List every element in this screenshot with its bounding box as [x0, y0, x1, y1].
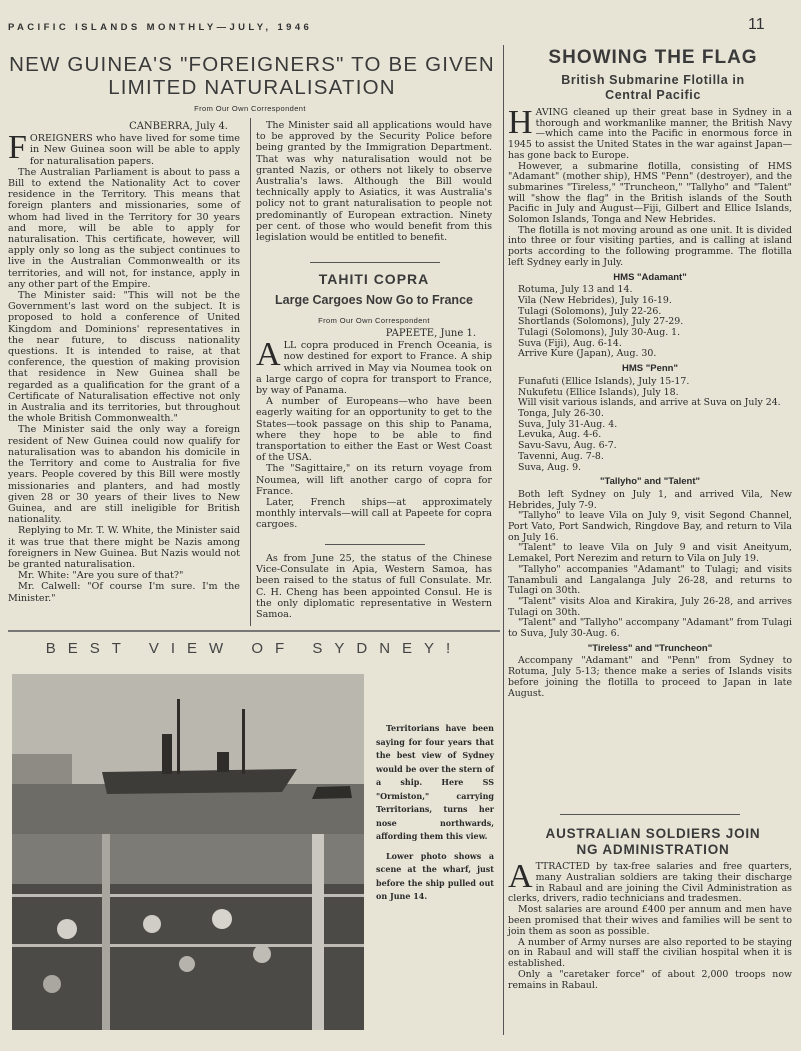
article1-para: Mr. White: "Are you sure of that?" — [18, 570, 184, 582]
article1-col2 — [256, 120, 492, 243]
article4-headline-line2: NG ADMINISTRATION — [576, 842, 730, 857]
article3-dropcap: H — [508, 104, 533, 141]
article3-para: "Talent" and "Tallyho" accompany "Adamant" from Tulagi to Suva, July 30-Aug. 6. — [508, 617, 792, 640]
adamant-heading: HMS "Adamant" — [613, 271, 687, 283]
article4-headline-line1: AUSTRALIAN SOLDIERS JOIN — [545, 826, 761, 841]
article4-para: Only a "caretaker force" of about 2,000 troops now remains in Rabaul. — [508, 968, 792, 991]
article4-para: A number of Army nurses are also reported to be staying on in Rabaul and will staff the civilian hospital when it is established. — [508, 936, 792, 970]
article2-para: LL copra produced in French Oceania, is now destined for export to France. A ship which arrived in May via Noumea took on a large cargo of copra for transport to France, by way of Panama. — [256, 340, 492, 397]
itinerary-item: Tulagi (Solomons), July 22-26. — [518, 305, 662, 317]
article3-subheadline-line1: British Submarine Flotilla in — [561, 73, 745, 87]
article4-dropcap: A — [508, 858, 533, 895]
article4-para: Most salaries are around £400 per annum and men have been promised that their wives and families will be sent to join them as soon as possible. — [508, 904, 792, 937]
itinerary-item: Suva, July 31-Aug. 4. — [518, 418, 618, 430]
itinerary-item: Arrive Kure (Japan), Aug. 30. — [518, 348, 657, 360]
itinerary-item: Rotuma, July 13 and 14. — [518, 284, 633, 296]
article1-byline: From Our Own Correspondent — [194, 104, 306, 113]
article2-para: The "Sagittaire," on its return voyage from Noumea, will lift another cargo of copra for France. — [256, 463, 492, 497]
article1-headline — [8, 55, 496, 98]
itinerary-item: Tulagi (Solomons), July 30-Aug. 1. — [518, 327, 681, 339]
article3-para: Both left Sydney on July 1, and arrived Vila, New Hebrides, July 7-9. — [508, 488, 792, 511]
article3-para: Accompany "Adamant" and "Penn" from Sydney to Rotuma, July 5-13; thence make a series of Islands visits before joining the flotilla to proceed to Japan in late August. — [508, 655, 792, 699]
article1-dateline: CANBERRA, July 4. — [129, 121, 228, 132]
ship-photo-image — [12, 674, 364, 834]
article3-para: "Tallyho" to leave Vila on July 9, visit Segond Channel, Port Vato, Port Sandwich, Ringdove Bay, and return to Vila on July 16. — [508, 510, 792, 543]
article1-para: Mr. Calwell: "Of course I'm sure. I'm the Minister." — [8, 581, 240, 604]
article3-para: However, a submarine flotilla, consisting of HMS "Adamant" (mother ship), HMS "Penn" (destroyer), and the submarines "Tireless," "Truncheon," "Tallyho" and "Talent" will "show the flag" in the British islands of the South Pacific in July and August—Fiji, Gilbert and Ellice Islands, Solomon Islands, Tonga and New Hebrides. — [508, 160, 792, 226]
article1-para: The Minister said the only way a foreign resident of New Guinea could now qualify for naturalisation was to abandon his domicile in the Territory and come to Australia for five years. People covered by this Bill were mostly missionaries and planters, and had mostly given 28 or 30 years of their lives to New Guinea, and are still ineligible for British nationality. — [8, 424, 240, 526]
article2-para: Later, French ships—at approximately monthly intervals—will call at Papeete for copra cargoes. — [256, 497, 492, 531]
article3-headline: SHOWING THE FLAG — [548, 47, 758, 68]
article1-para: The Minister said: "This will not be the Government's last word on the subject. It is proposed to hold a conference of United Kingdom and Dominions' representatives in the near future, to discuss nationality questions. It is intended to raise, at that conference, the question of making provision that residence in New Guinea shall be regarded as a qualification for the grant of a Certificate of Naturalisation effective not only in Australia and its territories, but throughout the whole British Commonwealth." — [8, 290, 240, 425]
tireless-heading: "Tireless" and "Truncheon" — [587, 642, 713, 654]
article1-headline-line1: NEW GUINEA'S "FOREIGNERS" TO BE GIVEN — [9, 53, 495, 76]
page-number: 11 — [748, 16, 765, 33]
article3-para: "Talent" visits Aloa and Kirakira, July 26-28, and arrives Tulagi on 30th. — [508, 595, 792, 618]
running-head: PACIFIC ISLANDS MONTHLY—JULY, 1946 — [8, 22, 313, 33]
section-divider — [560, 814, 740, 815]
wharf-photo — [12, 834, 364, 1030]
article1-para: The Minister said all applications would have to be approved by the Security Police before being granted by the Immigration Department. That was why naturalisation would not be granted Nazis, or others not likely to observe Australia's laws. Although the Bill would technically apply to Asiatics, it was Australia's policy not to grant naturalisation to people not predominantly of European extraction. Ninety per cent. of those who would benefit from this legislation would be entitled to benefit. — [256, 120, 492, 244]
section-divider — [325, 544, 425, 545]
article3-para: The flotilla is not moving around as one unit. It is divided into three or four visiting parties, and is calling at island ports according to the following programme. The flotilla left Sydney early in July. — [508, 224, 792, 268]
tallyho-heading: "Tallyho" and "Talent" — [599, 476, 700, 488]
article4-body — [508, 858, 792, 992]
ship-photo-caption: Territorians have been saying for four years that the best view of Sydney would be over the stern of a ship. Here SS "Ormiston," carrying Territorians, turns her nose northwards, affording them this view. — [376, 723, 494, 841]
penn-note: Will visit various islands, and arrive at Suva on July 24. — [518, 397, 781, 409]
article2-subheadline: Large Cargoes Now Go to France — [275, 293, 473, 307]
itinerary-item: Savu-Savu, Aug. 6-7. — [518, 440, 617, 452]
itinerary-item: Funafuti (Ellice Islands), July 15-17. — [518, 375, 690, 387]
article3-subheadline — [508, 73, 798, 103]
wharf-photo-image — [12, 834, 364, 1030]
consulate-para: As from June 25, the status of the Chinese Vice-Consulate in Apia, Western Samoa, has been raised to the status of full Consulate. Mr. C. H. Cheng has been appointed Consul. He is the only diplomatic representative in Western Samoa. — [256, 553, 492, 621]
photo-captions — [376, 722, 494, 904]
photo-feature-rule — [8, 630, 500, 632]
article2-dateline: PAPEETE, June 1. — [385, 328, 476, 339]
article2-dropcap: A — [256, 336, 281, 374]
article3-para: "Talent" to leave Vila on July 9 and visit Aneityum, Lemakel, Port Nerezim and return to Vila on July 19. — [508, 542, 792, 565]
itinerary-item: Tavenni, Aug. 7-8. — [518, 450, 604, 462]
itinerary-item: Nukufetu (Ellice Islands), July 18. — [518, 386, 679, 398]
itinerary-item: Suva, Aug. 9. — [518, 461, 582, 473]
itinerary-item: Levuka, Aug. 4-6. — [518, 429, 602, 441]
article3-body — [508, 104, 792, 699]
itinerary-item: Shortlands (Solomons), July 27-29. — [518, 316, 684, 328]
article4-headline — [508, 826, 798, 858]
penn-heading: HMS "Penn" — [622, 363, 678, 375]
photo-feature-title: BEST VIEW OF SYDNEY! — [45, 640, 463, 657]
wharf-photo-caption: Lower photo shows a scene at the wharf, just before the ship pulled out on June 14. — [376, 850, 494, 901]
article4-para: TTRACTED by tax-free salaries and free quarters, many Australian soldiers are taking their discharge in Rabaul and are joining the Civil Administration as clerks, drivers, radio technicians and tradesmen. — [508, 861, 792, 905]
article2-byline: From Our Own Correspondent — [318, 316, 430, 325]
itinerary-item: Vila (New Hebrides), July 16-19. — [518, 294, 672, 306]
article1-para: OREIGNERS who have lived for some time in New Guinea soon will be able to apply for naturalisation papers. — [29, 133, 240, 167]
section-divider — [310, 262, 440, 263]
article2-body — [256, 328, 492, 531]
article1-para: Replying to Mr. T. W. White, the Minister said it was true that there might be Nazis among foreigners in New Guinea. But Nazis would not be granted naturalisation. — [8, 525, 240, 570]
column-rule — [250, 118, 251, 626]
article1-headline-line2: LIMITED NATURALISATION — [108, 75, 396, 99]
article2-para: A number of Europeans—who have been eagerly waiting for an opportunity to get to the States—took passage on this ship to Panama, where they hope to be able to find transportation to either the East or West Coast of the USA. — [256, 396, 492, 464]
itinerary-item: Tonga, July 26-30. — [518, 407, 604, 419]
ship-photo — [12, 674, 364, 834]
column-rule — [503, 45, 504, 1035]
article1-col1 — [8, 121, 240, 604]
article3-subheadline-line2: Central Pacific — [605, 88, 701, 102]
article3-para: AVING cleaned up their great base in Sydney in a thorough and workmanlike manner, the British Navy—which came into the Pacific in enormous force in 1945 to assist the United States in the war against Japan—has gone back to Europe. — [508, 107, 792, 161]
article3-para: "Tallyho" accompanies "Adamant" to Tulagi; and visits Tanambuli and Langalanga July 26-28, and returns to Tulagi on 30th. — [508, 563, 792, 597]
consulate-note — [256, 553, 492, 620]
article1-para: The Australian Parliament is about to pass a Bill to extend the Nationality Act to cover residence in the Territory. This means that foreign planters and missionaries, some of whom had lived in the Territory for 30 years and more, will be able to apply for naturalisation. This certificate, however, will apply only so long as the subject continues to live in the Australian Commonwealth or its territories, and will not, for instance, apply in any other part of the Empire. — [8, 166, 240, 290]
article1-dropcap: F — [8, 129, 27, 167]
article2-headline: TAHITI COPRA — [318, 271, 430, 287]
itinerary-item: Suva (Fiji), Aug. 6-14. — [518, 337, 622, 349]
